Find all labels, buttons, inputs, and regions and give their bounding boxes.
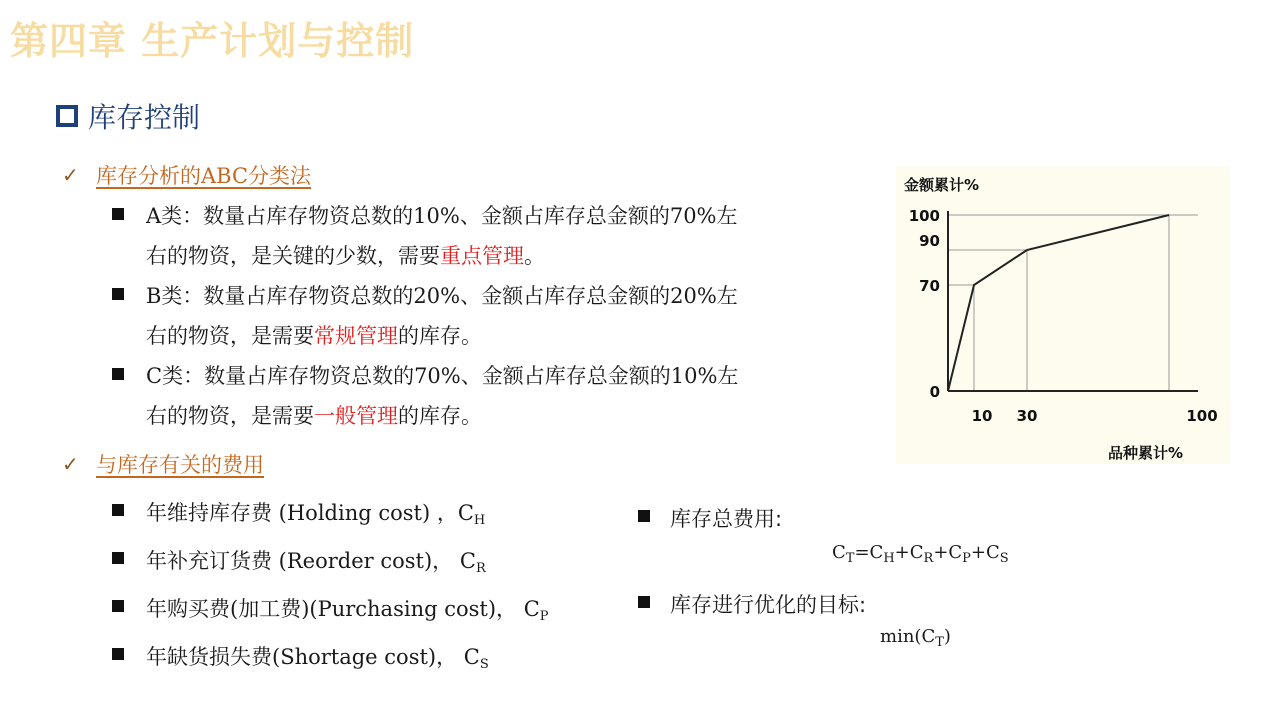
abc-heading: 库存分析的ABC分类法 [96, 164, 312, 188]
chart-ylabel: 金额累计% [904, 176, 980, 194]
x-tick-label: 10 [971, 407, 993, 425]
optimization-label: 库存进行优化的目标: [670, 593, 867, 617]
highlight-text: 常规管理 [314, 324, 398, 348]
cost-item-shortage: 年缺货损失费(Shortage cost)， $C_S$ [146, 645, 489, 672]
optimization-formula: $\min(C_T)$ [880, 626, 951, 650]
abc-item-a [146, 196, 876, 276]
abc-item-line1: C类：数量占库存物资总数的70%、金额占库存总金额的10%左 [146, 364, 739, 388]
chart-gridlines [948, 215, 1198, 391]
square-bullet-icon [112, 288, 124, 300]
square-bullet-icon [112, 600, 124, 612]
square-bullet-icon [638, 596, 650, 608]
chapter-title: 第四章 生产计划与控制 [10, 19, 415, 63]
chart-xlabel: 品种累计% [1108, 444, 1184, 462]
costs-heading: 与库存有关的费用 [96, 453, 264, 477]
square-bullet-icon [112, 208, 124, 220]
abc-item-line1: A类：数量占库存物资总数的10%、金额占库存总金额的70%左 [146, 204, 738, 228]
chart-series [948, 215, 1169, 391]
square-bullet-icon [112, 504, 124, 516]
y-tick-label: 90 [919, 232, 940, 250]
total-cost-label: 库存总费用: [670, 507, 783, 531]
section-title: 库存控制 [88, 101, 201, 134]
abc-item-line1: B类：数量占库存物资总数的20%、金额占库存总金额的20%左 [146, 284, 738, 308]
abc-item-line2: 右的物资，是需要一般管理的库存。 [146, 404, 482, 428]
abc-item-c [146, 356, 876, 436]
x-tick-label: 30 [1016, 407, 1038, 425]
chart-x-ticks [972, 407, 1218, 425]
abc-curve-chart [896, 166, 1230, 464]
y-tick-label: 70 [919, 277, 940, 295]
chart-y-ticks [909, 207, 940, 401]
highlight-text: 一般管理 [314, 404, 398, 428]
abc-item-line2: 右的物资，是需要常规管理的库存。 [146, 324, 482, 348]
x-tick-label: 100 [1186, 407, 1218, 425]
y-tick-label: 0 [929, 383, 940, 401]
section-square-icon [56, 105, 78, 127]
highlight-text: 重点管理 [440, 244, 524, 268]
checkmark-icon: ✓ [62, 163, 79, 187]
square-bullet-icon [112, 648, 124, 660]
square-bullet-icon [112, 368, 124, 380]
cost-item-reorder: 年补充订货费 (Reorder cost)， $C_R$ [146, 549, 486, 576]
series-line [948, 215, 1169, 391]
square-bullet-icon [112, 552, 124, 564]
abc-item-line2: 右的物资，是关键的少数，需要重点管理。 [146, 244, 545, 268]
y-tick-label: 100 [908, 207, 940, 225]
cost-item-holding: 年维持库存费 (Holding cost) ，$C_H$ [146, 501, 486, 528]
abc-item-b [146, 276, 876, 356]
cost-item-purchasing: 年购买费(加工费)(Purchasing cost)， $C_P$ [146, 597, 549, 624]
square-bullet-icon [638, 510, 650, 522]
total-cost-formula: $C_T=C_H+C_R+C_P+C_S$ [832, 542, 1009, 566]
checkmark-icon: ✓ [62, 452, 79, 476]
